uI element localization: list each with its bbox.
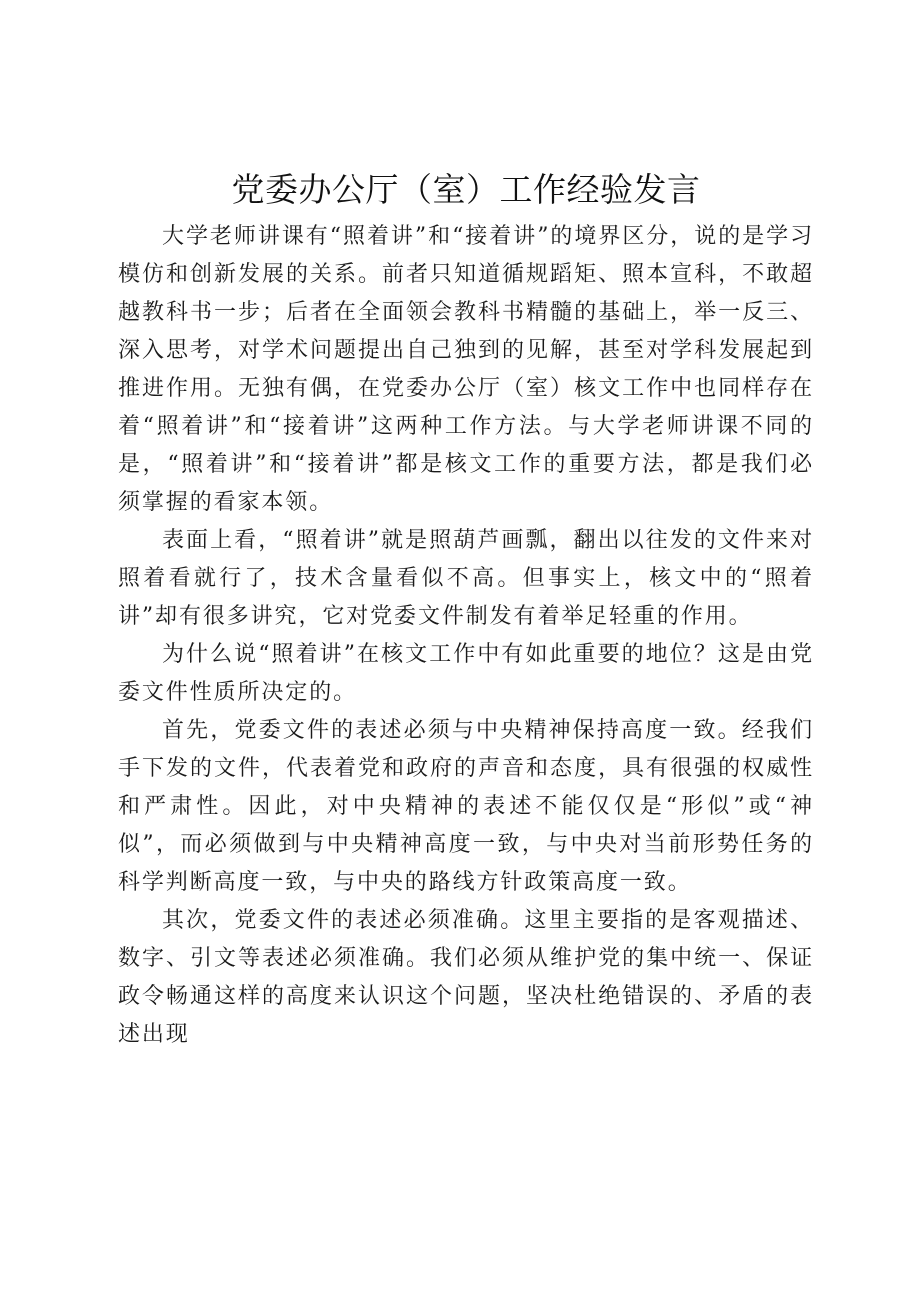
paragraph-first: 首先，党委文件的表述必须与中央精神保持高度一致。经我们手下发的文件，代表着党和政府的声音和态度，具有很强的权威性和严肃性。因此，对中央精神的表述不能仅仅是“形似”或“神似”，而必须做到与中央精神高度一致，与中央对当前形势任务的科学判断高度一致，与中央的路线方针政策高度一致。 (118, 718, 814, 895)
document-title: 党委办公厅（室）工作经验发言 (231, 170, 701, 209)
paragraph-why: 为什么说“照着讲”在核文工作中有如此重要的地位？这是由党委文件性质所决定的。 (118, 642, 814, 705)
paragraph-intro: 大学老师讲课有“照着讲”和“接着讲”的境界区分，说的是学习模仿和创新发展的关系。前者只知道循规蹈矩、照本宣科，不敢超越教科书一步；后者在全面领会教科书精髓的基础上，举一反三、深入思考，对学术问题提出自己独到的见解，甚至对学科发展起到推进作用。无独有偶，在党委办公厅（室）核文工作中也同样存在着“照着讲”和“接着讲”这两种工作方法。与大学老师讲课不同的是，“照着讲”和“接着讲”都是核文工作的重要方法，都是我们必须掌握的看家本领。 (118, 224, 814, 515)
document-page (118, 168, 814, 1054)
paragraph-second: 其次，党委文件的表述必须准确。这里主要指的是客观描述、数字、引文等表述必须准确。我们必须从维护党的集中统一、保证政令畅通这样的高度来认识这个问题，坚决杜绝错误的、矛盾的表述出现 (118, 908, 814, 1047)
paragraph-surface: 表面上看，“照着讲”就是照葫芦画瓢，翻出以往发的文件来对照着看就行了，技术含量看似不高。但事实上，核文中的“照着讲”却有很多讲究，它对党委文件制发有着举足轻重的作用。 (118, 528, 814, 629)
